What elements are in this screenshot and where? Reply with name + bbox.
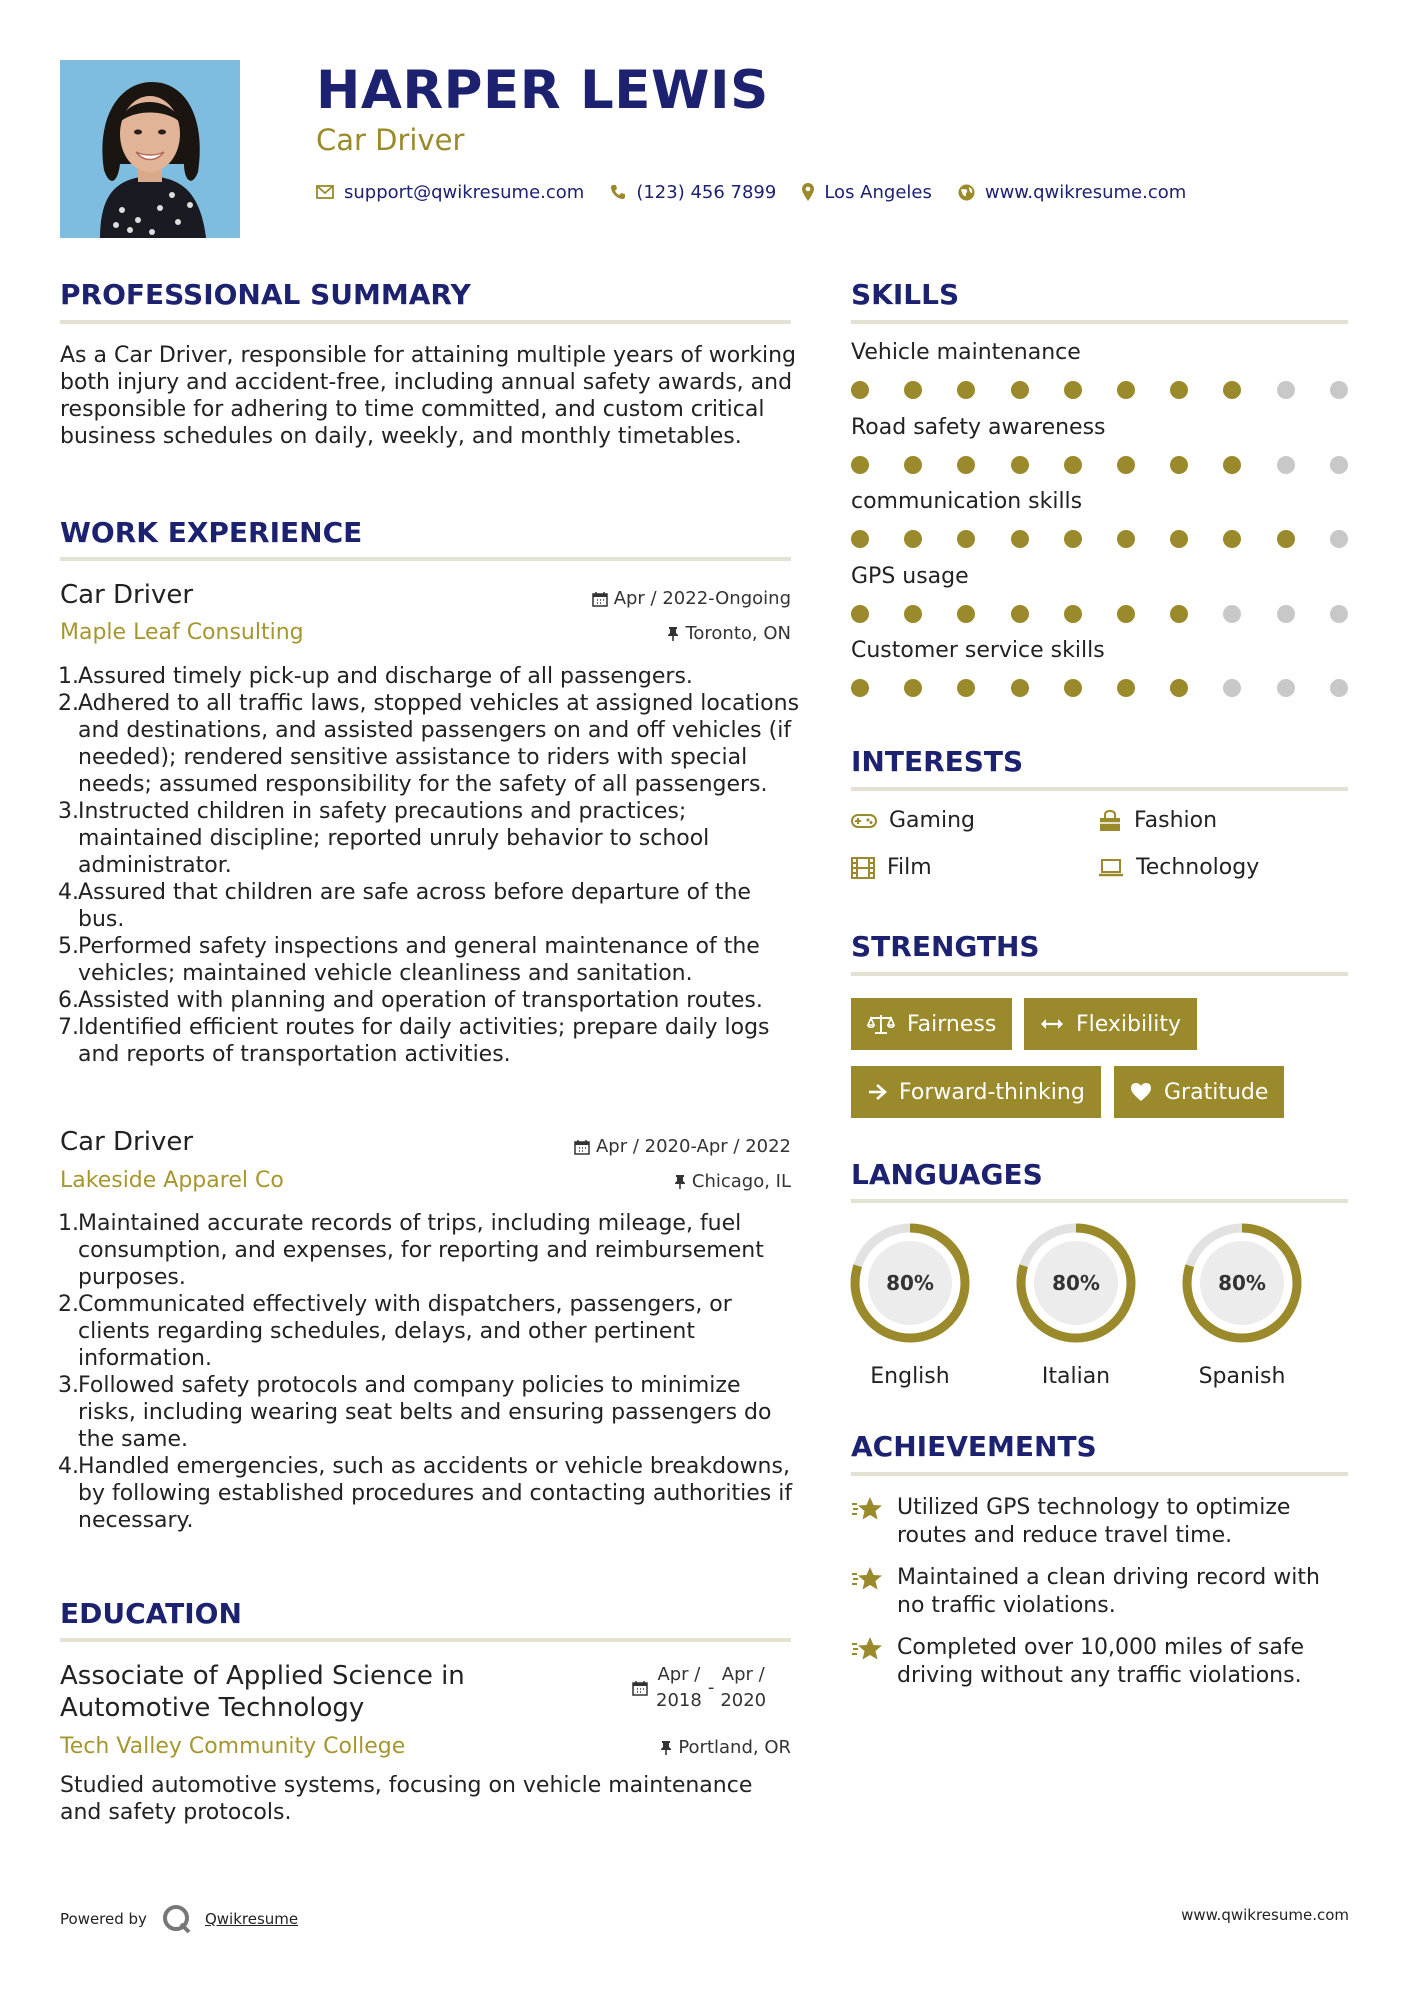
skill-dot-filled <box>904 679 922 697</box>
job-bullets <box>60 663 800 1068</box>
work-heading: WORK EXPERIENCE <box>60 516 363 549</box>
pushpin-icon <box>660 1740 672 1756</box>
skill-dot-filled <box>1011 679 1029 697</box>
education-end-year: 2020 <box>720 1690 767 1711</box>
candidate-title: Car Driver <box>316 123 465 157</box>
job-title: Car Driver <box>60 580 194 610</box>
education-start-year: 2018 <box>656 1690 702 1711</box>
skill-dot-filled <box>1170 679 1188 697</box>
skill-dot-empty <box>1223 605 1241 623</box>
powered-by-label: Powered by <box>60 1910 147 1928</box>
education-heading: EDUCATION <box>60 1597 242 1630</box>
star-icon <box>851 1636 885 1662</box>
language-ring <box>1177 1218 1307 1348</box>
interest-label: Gaming <box>889 808 975 833</box>
skill-dot-filled <box>957 456 975 474</box>
work-divider <box>60 557 791 561</box>
heart-icon <box>1130 1082 1152 1102</box>
skill-dot-filled <box>851 605 869 623</box>
education-divider <box>60 1638 791 1642</box>
list-item: 1. Assured timely pick-up and discharge of all passengers. <box>58 664 693 689</box>
skill-dot-filled <box>957 530 975 548</box>
skill-dot-empty <box>1330 530 1348 548</box>
education-date <box>632 1662 766 1714</box>
calendar-icon <box>592 591 608 607</box>
interest-label: Film <box>887 855 932 880</box>
skill-dot-empty <box>1330 605 1348 623</box>
skills-divider <box>851 320 1348 324</box>
language-name: English <box>870 1364 950 1389</box>
skill-dot-empty <box>1277 679 1295 697</box>
list-item: 3. Instructed children in safety precautions and practices; maintained discipline; reported unruly behavior to school administrator. <box>58 799 710 878</box>
skill-name: communication skills <box>851 489 1083 514</box>
strength-label: Forward-thinking <box>899 1079 1085 1105</box>
email-link[interactable]: support@qwikresume.com <box>344 181 585 203</box>
list-item: 4. Assured that children are safe across before departure of the bus. <box>58 880 751 932</box>
job-date-text: Apr / 2020-Apr / 2022 <box>595 1136 791 1157</box>
skill-name: Vehicle maintenance <box>851 340 1081 365</box>
skill-dot-filled <box>1223 530 1241 548</box>
skill-dot-filled <box>1064 456 1082 474</box>
languages-heading: LANGUAGES <box>851 1158 1043 1191</box>
summary-text: As a Car Driver, responsible for attaining multiple years of working both injury and accident-free, including annual safety awards, and responsible for adhering to time committed, and custom critical business schedules on daily, weekly, and monthly timetables. <box>60 343 797 449</box>
calendar-icon <box>574 1139 590 1155</box>
language-percent: 80% <box>886 1271 934 1295</box>
strength-label: Flexibility <box>1076 1011 1181 1037</box>
language-percent: 80% <box>1052 1271 1100 1295</box>
skill-dot-filled <box>957 679 975 697</box>
job-location-text: Chicago, IL <box>691 1171 791 1192</box>
skill-dot-filled <box>1117 605 1135 623</box>
skill-dot-filled <box>957 605 975 623</box>
strengths-divider <box>851 972 1348 976</box>
skill-dot-filled <box>1170 456 1188 474</box>
achievements-heading: ACHIEVEMENTS <box>851 1430 1097 1463</box>
footer-url[interactable]: www.qwikresume.com <box>1181 1906 1349 1924</box>
arrow-right-icon <box>867 1083 887 1101</box>
skill-dot-filled <box>1117 381 1135 399</box>
film-icon <box>851 857 875 879</box>
languages-divider <box>851 1199 1348 1203</box>
achievement-text: Maintained a clean driving record with no traffic violations. <box>897 1565 1320 1618</box>
skill-dot-filled <box>1117 679 1135 697</box>
summary-heading: PROFESSIONAL SUMMARY <box>60 278 471 311</box>
job-location-text: Toronto, ON <box>685 623 791 644</box>
skill-dot-empty <box>1277 456 1295 474</box>
list-item: 2. Communicated effectively with dispatchers, passengers, or clients regarding schedules, delays, and other pertinent information. <box>58 1292 732 1371</box>
skill-name: Customer service skills <box>851 638 1105 663</box>
achievement-item <box>851 1634 1351 1690</box>
star-icon <box>851 1566 885 1592</box>
skill-name: GPS usage <box>851 563 969 589</box>
brand-link[interactable]: Qwikresume <box>204 1910 299 1928</box>
list-item: 6. Assisted with planning and operation of transportation routes. <box>58 988 763 1013</box>
candidate-name: HARPER LEWIS <box>316 60 769 121</box>
skill-dot-filled <box>1170 530 1188 548</box>
list-item: 5. Performed safety inspections and general maintenance of the vehicles; maintained vehicle cleanliness and sanitation. <box>58 934 760 986</box>
skill-dot-empty <box>1277 381 1295 399</box>
skill-dot-empty <box>1223 679 1241 697</box>
interest-label: Technology <box>1136 855 1260 880</box>
language-ring <box>845 1218 975 1348</box>
skill-dot-filled <box>957 381 975 399</box>
language-ring <box>1011 1218 1141 1348</box>
strength-label: Fairness <box>907 1011 997 1037</box>
skill-dot-filled <box>1170 381 1188 399</box>
skill-dot-filled <box>851 381 869 399</box>
skill-dot-filled <box>1223 456 1241 474</box>
website-link[interactable]: www.qwikresume.com <box>984 181 1187 203</box>
interests-heading: INTERESTS <box>851 745 1024 778</box>
education-location <box>660 1737 791 1758</box>
envelope-icon <box>316 185 334 199</box>
education-description: Studied automotive systems, focusing on vehicle maintenance and safety protocols. <box>60 1773 753 1825</box>
strength-tag-gratitude <box>1114 1066 1284 1118</box>
list-item: 3. Followed safety protocols and company policies to minimize risks, including wearing seat belts and ensuring passengers do the same. <box>58 1373 772 1452</box>
phone-icon <box>610 184 626 200</box>
list-item: 4. Handled emergencies, such as accidents or vehicle breakdowns, by following established procedures and contacting authorities if necessary. <box>58 1454 793 1533</box>
skill-dot-filled <box>1011 530 1029 548</box>
footer-powered-by <box>60 1904 298 1934</box>
list-item: 2. Adhered to all traffic laws, stopped vehicles at assigned locations and destinations, and assisted passengers on and off vehicles (if needed); rendered sensitive assistance to riders with special needs; assumed responsibility for the safety of all passengers. <box>58 691 800 797</box>
education-location-text: Portland, OR <box>678 1737 791 1758</box>
shopping-bag-icon <box>1098 810 1122 832</box>
job-title: Car Driver <box>60 1127 194 1157</box>
skill-dot-filled <box>1277 530 1295 548</box>
strength-label: Gratitude <box>1164 1079 1269 1105</box>
job-date-text: Apr / 2022-Ongoing <box>613 588 791 609</box>
skill-dot-filled <box>904 530 922 548</box>
skill-dot-empty <box>1330 381 1348 399</box>
gamepad-icon <box>851 813 877 829</box>
skill-dot-filled <box>851 530 869 548</box>
skill-dot-filled <box>904 605 922 623</box>
skill-dot-filled <box>851 456 869 474</box>
skill-dot-filled <box>1011 381 1029 399</box>
skill-dot-filled <box>1011 456 1029 474</box>
skill-name: Road safety awareness <box>851 414 1106 440</box>
interest-item-fashion <box>1098 808 1217 833</box>
interest-item-technology <box>1098 855 1259 880</box>
interest-item-film <box>851 855 932 880</box>
skill-dot-filled <box>904 456 922 474</box>
skills-heading: SKILLS <box>851 278 960 311</box>
skill-dot-filled <box>1117 530 1135 548</box>
language-spanish <box>1177 1218 1307 1389</box>
star-icon <box>851 1496 885 1522</box>
skills-list <box>851 340 1351 710</box>
achievement-item <box>851 1564 1351 1620</box>
strength-tag-flexibility <box>1024 998 1197 1050</box>
arrows-horizontal-icon <box>1040 1017 1064 1031</box>
job-company: Lakeside Apparel Co <box>60 1168 284 1193</box>
language-italian <box>1011 1218 1141 1389</box>
list-item: 1. Maintained accurate records of trips, including mileage, fuel consumption, and expenses, for reporting and reimbursement purposes. <box>58 1211 764 1290</box>
skill-dot-filled <box>1064 605 1082 623</box>
map-pin-icon <box>802 183 814 201</box>
skill-dot-filled <box>1223 381 1241 399</box>
school-name: Tech Valley Community College <box>60 1734 406 1759</box>
achievements-divider <box>851 1472 1348 1476</box>
education-start <box>656 1662 702 1714</box>
interests-divider <box>851 787 1348 791</box>
laptop-icon <box>1098 858 1124 878</box>
degree-title: Associate of Applied Science in Automotive Technology <box>60 1661 465 1723</box>
phone-number[interactable]: (123) 456 7899 <box>636 181 777 203</box>
education-end <box>720 1662 766 1714</box>
qwikresume-logo-icon <box>161 1904 195 1934</box>
summary-divider <box>60 320 791 324</box>
achievement-text: Utilized GPS technology to optimize routes and reduce travel time. <box>897 1495 1291 1548</box>
achievement-text: Completed over 10,000 miles of safe driving without any traffic violations. <box>897 1635 1305 1688</box>
interest-item-gaming <box>851 808 975 833</box>
date-separator: - <box>707 1677 715 1698</box>
strengths-heading: STRENGTHS <box>851 930 1040 963</box>
calendar-icon <box>632 1680 648 1696</box>
skill-dot-filled <box>1064 530 1082 548</box>
balance-scale-icon <box>867 1013 895 1035</box>
achievement-item <box>851 1494 1351 1550</box>
job-bullets <box>60 1210 800 1534</box>
contact-bar <box>316 178 1212 206</box>
skill-dot-empty <box>1277 605 1295 623</box>
strength-tag-forward-thinking <box>851 1066 1101 1118</box>
skill-dot-filled <box>851 679 869 697</box>
job-location <box>674 1171 791 1192</box>
location-text: Los Angeles <box>824 181 932 203</box>
pushpin-icon <box>667 626 679 642</box>
skill-dot-filled <box>904 381 922 399</box>
skill-dot-filled <box>1064 679 1082 697</box>
job-location <box>667 623 791 644</box>
job-date <box>574 1136 791 1157</box>
language-name: Italian <box>1041 1364 1111 1389</box>
language-name: Spanish <box>1198 1364 1286 1389</box>
skill-dot-filled <box>1064 381 1082 399</box>
job-date <box>592 588 791 609</box>
skill-dot-filled <box>1170 605 1188 623</box>
education-end-month: Apr / <box>721 1664 765 1685</box>
strength-tag-fairness <box>851 998 1012 1050</box>
interest-label: Fashion <box>1134 808 1218 833</box>
education-start-month: Apr / <box>657 1664 701 1685</box>
skill-dot-filled <box>1117 456 1135 474</box>
skill-dot-empty <box>1330 456 1348 474</box>
job-company: Maple Leaf Consulting <box>60 620 304 645</box>
list-item: 7. Identified efficient routes for daily activities; prepare daily logs and reports of transportation activities. <box>58 1015 770 1067</box>
globe-icon <box>958 184 975 201</box>
language-percent: 80% <box>1218 1271 1266 1295</box>
skill-dot-empty <box>1330 679 1348 697</box>
pushpin-icon <box>674 1174 686 1190</box>
language-english <box>845 1218 975 1389</box>
skill-dot-filled <box>1011 605 1029 623</box>
profile-photo <box>60 60 240 238</box>
